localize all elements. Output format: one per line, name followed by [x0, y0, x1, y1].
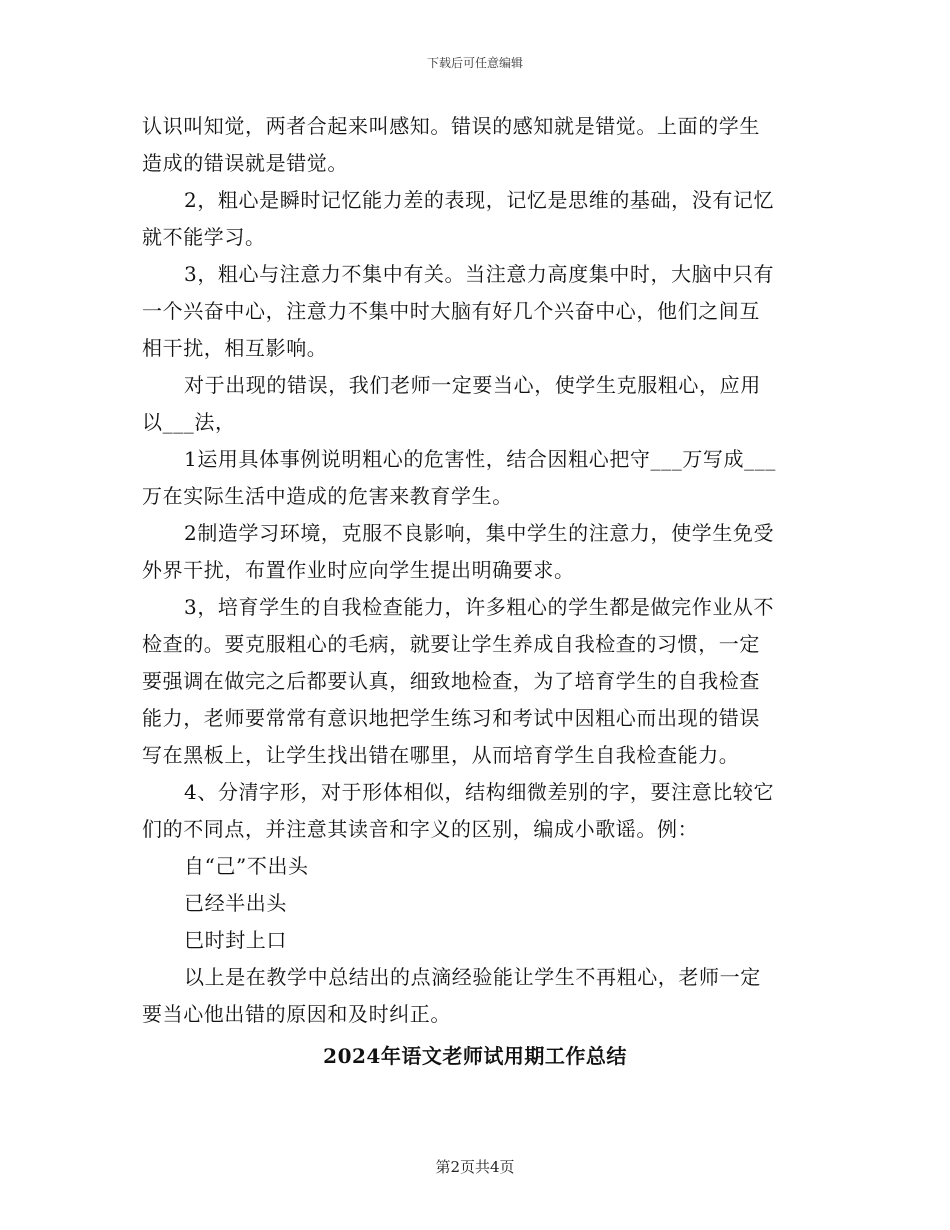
paragraph-line: 能力，老师要常常有意识地把学生练习和考试中因粗心而出现的错误 — [142, 706, 760, 730]
document-body — [142, 108, 812, 1033]
paragraph-line: 写在黑板上，让学生找出错在哪里，从而培育学生自我检查能力。 — [142, 743, 740, 767]
paragraph-line: 以上是在教学中总结出的点滴经验能让学生不再粗心，老师一定 — [184, 965, 761, 989]
paragraph-line: 检查的。要克服粗心的毛病，就要让学生养成自我检查的习惯，一定 — [142, 632, 760, 656]
paragraph-line: 4、分清字形，对于形体相似，结构细微差别的字，要注意比较它 — [184, 780, 775, 804]
paragraph-line: 以___法， — [142, 410, 236, 434]
paragraph-line: 对于出现的错误，我们老师一定要当心，使学生克服粗心，应用 — [184, 373, 761, 397]
paragraph-line: 万在实际生活中造成的危害来教育学生。 — [142, 484, 513, 508]
paragraph-line: 2制造学习环境，克服不良影响，集中学生的注意力，使学生免受 — [184, 521, 775, 545]
paragraph-line: 3，培育学生的自我检查能力，许多粗心的学生都是做完作业从不 — [184, 595, 775, 619]
paragraph-line: 1运用具体事例说明粗心的危害性，结合因粗心把守___万写成___ — [184, 447, 776, 471]
rhyme-line: 自“己”不出头 — [184, 854, 309, 878]
rhyme-line: 巳时封上口 — [184, 928, 287, 952]
paragraph-line: 造成的错误就是错觉。 — [142, 151, 348, 175]
paragraph-line: 2，粗心是瞬时记忆能力差的表现，记忆是思维的基础，没有记忆 — [184, 188, 775, 212]
paragraph-line: 要当心他出错的原因和及时纠正。 — [142, 1002, 451, 1026]
section-title: 2024年语文老师试用期工作总结 — [323, 1044, 627, 1068]
paragraph-line: 外界干扰，布置作业时应向学生提出明确要求。 — [142, 558, 575, 582]
rhyme-line: 已经半出头 — [184, 891, 287, 915]
page-header: 下载后可任意编辑 — [426, 56, 523, 70]
page-number: 第2页共4页 — [435, 1158, 515, 1176]
paragraph-line: 一个兴奋中心，注意力不集中时大脑有好几个兴奋中心，他们之间互 — [142, 299, 760, 323]
paragraph-line: 认识叫知觉，两者合起来叫感知。错误的感知就是错觉。上面的学生 — [142, 114, 760, 138]
paragraph-line: 们的不同点，并注意其读音和字义的区别，编成小歌谣。例： — [142, 817, 699, 841]
paragraph-line: 要强调在做完之后都要认真，细致地检查，为了培育学生的自我检查 — [142, 669, 760, 693]
paragraph-line: 就不能学习。 — [142, 225, 266, 249]
paragraph-line: 3，粗心与注意力不集中有关。当注意力高度集中时，大脑中只有 — [184, 262, 775, 286]
paragraph-line: 相干扰，相互影响。 — [142, 336, 328, 360]
